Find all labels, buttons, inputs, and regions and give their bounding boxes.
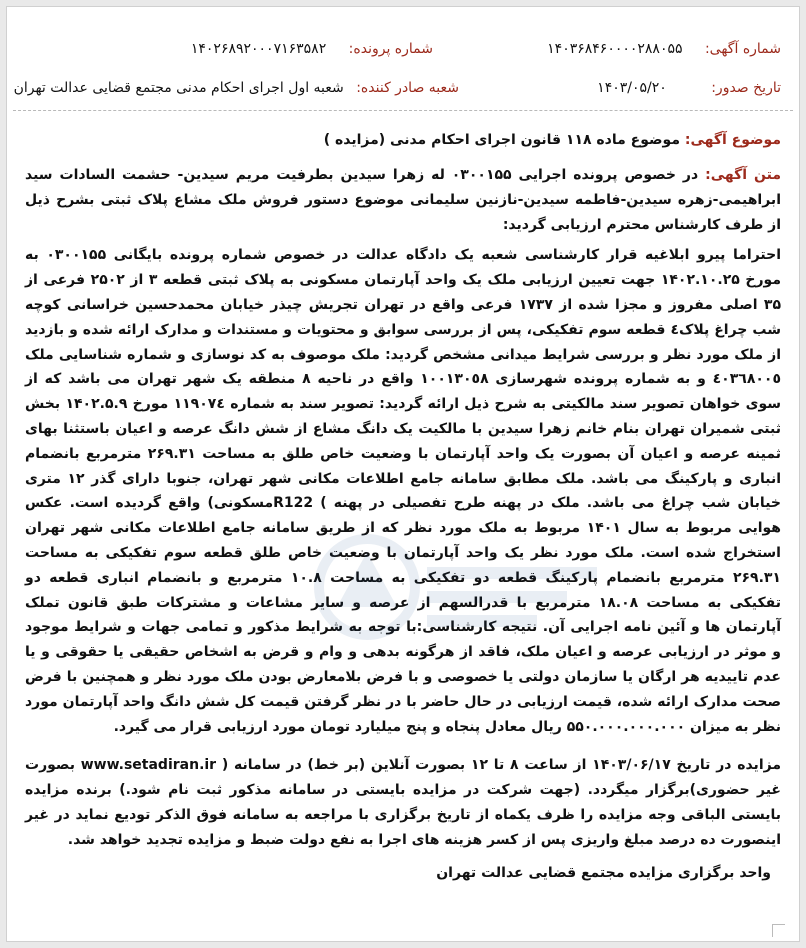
issuer-label: شعبه صادر کننده: <box>356 80 459 96</box>
text-label: متن آگهی: <box>705 167 782 183</box>
ad-number-row <box>547 41 781 57</box>
issuer-row <box>14 80 459 96</box>
announcement-body <box>25 163 781 885</box>
subject-line <box>25 128 781 153</box>
intro-paragraph <box>25 163 781 237</box>
subject-label: موضوع آگهی: <box>684 132 781 148</box>
auction-paragraph: مزایده در تاریخ ۱۴۰۳/۰۶/۱۷ از ساعت ۸ تا ۱۲ بصورت آنلاین (بر خط) در سامانه ( www.setadiran.ir بصورت غیر حضوری)برگزار میگردد. (جهت شرکت در مزایده بایستی در سامانه مذکور ثبت نام شود.) برنده مزایده بایستی الباقی وجه مزایده را ظرف یکماه از تاریخ برگزاری با مراجعه به سامانه فوق الذکر توديع نماید در غیر اینصورت ده درصد مبلغ واریزی پس از کسر هزینه های اجرا به نفع دولت ضبط و مزایده تجدید خواهد شد. <box>25 757 781 848</box>
intro-text: در خصوص پرونده اجرایی ۰۳۰۰۱۵۵ له زهرا سیدین بطرفیت مریم سیدین- حشمت السادات سید ابراهیمی-زهره سیدین-فاطمه سیدین-نازنین سلیمانی موضوع دستور فروش ملک مشاع پلاک ثبتی بشرح ذیل از طرف کارشناس محترم ارزیابی گردید: <box>25 167 781 233</box>
page-corner-mark <box>772 924 785 937</box>
appraisal-paragraph: احتراما پیرو ابلاغیه قرار کارشناسی شعبه یک دادگاه عدالت در خصوص شماره پرونده بایگانی ۰۳۰۰۱۵۵ به مورخ ۱۴۰۲.۱۰.۲۵ جهت تعیین ارزیابی ملک یک واحد آپارتمان مسکونی به پلاک ثبتی قطعه ۳ از ۲۵۰۲ فرعی از ۳۵ اصلی مفروز و مجزا شده از ۱۷۳۷ فرعی واقع در تهران تجریش چیذر خیابان محمدحسین خراسانی کوچه شب چراغ پلاک٤ قطعه سوم تفکیکی، پس از بررسی سوابق و محتویات و مستندات و مدارک ارائه شده و بازدید از ملک مورد نظر و بررسی شرایط میدانی مشخص گردید: ملک موصوف به کد نوسازی و شماره شناسایی ملک ٤٠٣٦٨٠٠٥ و به شماره پرونده شهرسازی ١٠٠١٣٠٥٨ واقع در ناحیه ۸ منطقه یک شهر تهران می باشد که از سوی خواهان تصویر سند مالکیتی به شرح ذیل ارائه گردید: تصویر سند به شماره ۱۱۹۰۷٤ مورخ ۱۴۰۲.۵.۹ بخش ثبتی شمیران تهران بنام خانم زهرا سیدین با مالکیت یک دانگ مشاع از شش دانگ عرصه و اعیان باستثنا بهای ثمینه عرصه و اعیان آن بصورت یک واحد آپارتمان با وضعیت خاص طلق به مساحت ۲۶۹.۳۱ مترمربع بانضمام انباری و پارکینگ می باشد. ملک مطابق سامانه جامع اطلاعات مکانی شهر تهران، جنوبا دارای گذر ۱۲ متری خیابان شب چراغ می باشد. ملک در پهنه طرح تفصیلی در پهنه ) R122مسکونی) واقع گردیده است. عکس هوایی مربوط به سال ۱۴۰۱ مربوط به ملک مورد نظر که از طریق سامانه جامع اطلاعات مکانی شهر تهران استخراج شده است. ملک مورد نظر یک واحد آپارتمان با وضعیت خاص طلق قطعه سوم تفکیکی به مساحت ۲۶۹.۳۱ مترمربع بانضمام پارکینگ قطعه دو تفکیکی به مساحت ۱۰.۸ مترمربع و بانضمام انباری قطعه دو تفکیکی به مساحت ۱۸.۰۸ مترمربع با قدرالسهم از عرصه و سایر مشاعات و مشترکات طبق قانون تملک آپارتمان ها و آئین نامه اجرایی آن. نتیجه کارشناسی:با توجه به شرایط مذکور و تمامی جهات و شرایط موجود و موثر در ارزیابی عرصه و اعیان ملک، فاقد از هرگونه بدهی و وام و قرض به اشخاص حقیقی یا حقوقی و یا عدم تاییدیه هر ارگان یا سازمان دولتی یا خصوصی و با فرض بلامعارض بودن ملک مورد نظر و همچنین با فرض صحت مدارک ارائه شده، قیمت ارزیابی در حال حاضر با در نظر گرفتن قیمت کل شش دانگ واحد آپارتمان مورد نظر به میزان ۵۵۰.۰۰۰.۰۰۰.۰۰۰ ریال معادل پنجاه و پنج میلیارد تومان مورد ارزیابی قرار می گیرد. <box>25 247 782 735</box>
case-number-label: شماره پرونده: <box>348 41 433 57</box>
issuer-value: شعبه اول اجرای احکام مدنی مجتمع قضایی عدالت تهران <box>13 80 344 96</box>
issue-date-row <box>597 80 781 96</box>
announcement-page <box>6 6 800 942</box>
ad-number-value: ۱۴۰۳۶۸۴۶۰۰۰۰۲۸۸۰۵۵ <box>547 41 683 57</box>
case-number-row <box>191 41 433 57</box>
signature-line: واحد برگزاری مزایده مجتمع قضایی عدالت تهران <box>436 864 771 881</box>
issue-date-value: ۱۴۰۳/۰۵/۲۰ <box>597 80 667 96</box>
issue-date-label: تاریخ صدور: <box>711 80 781 96</box>
header-divider <box>13 110 793 111</box>
ad-number-label: شماره آگهی: <box>704 41 781 57</box>
case-number-value: ۱۴۰۲۶۸۹۲۰۰۰۷۱۶۳۵۸۲ <box>190 41 327 57</box>
subject-value: موضوع ماده ۱۱۸ قانون اجرای احکام مدنی (مزایده ) <box>323 132 680 148</box>
